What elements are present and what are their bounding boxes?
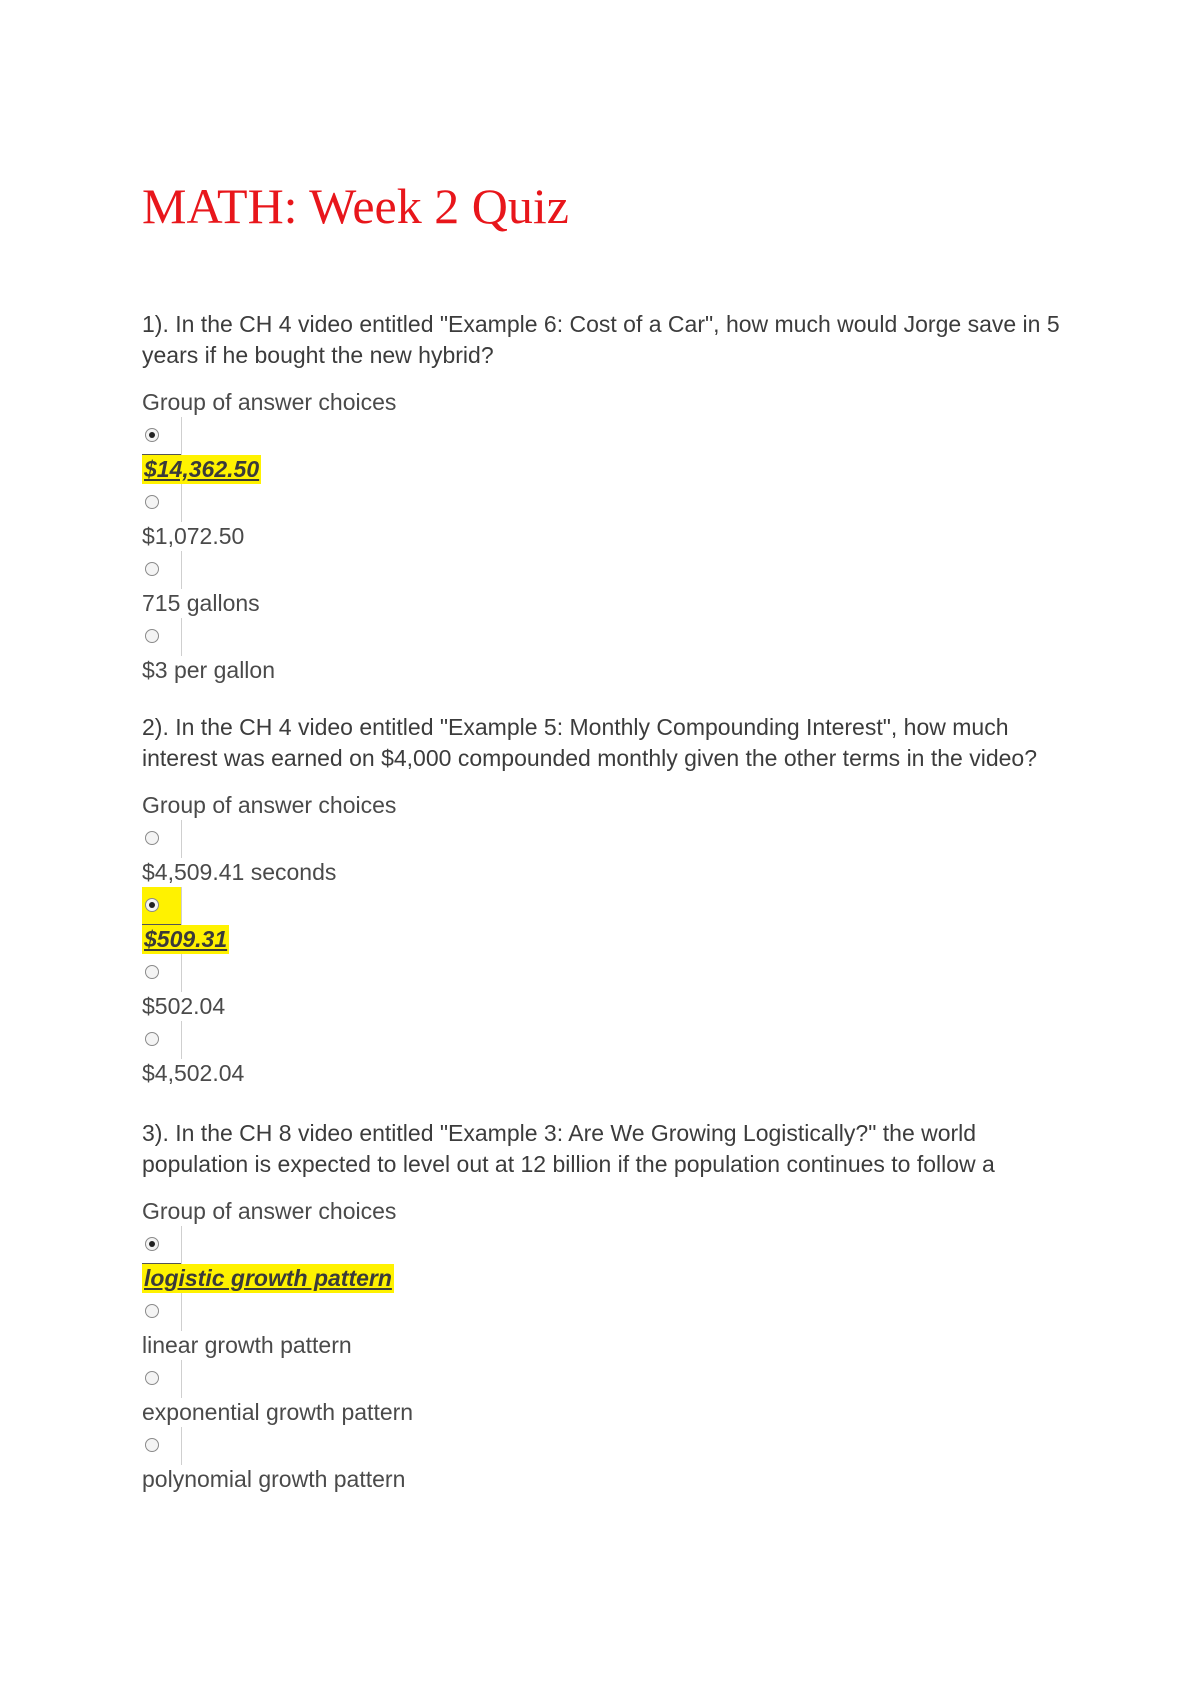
group-label: Group of answer choices — [142, 792, 397, 818]
question-text: 3). In the CH 8 video entitled "Example 3: Are We Growing Logistically?" the world population is expected to level out at 12 billion if the population continues to follow a — [142, 1120, 995, 1177]
radio-button-checked[interactable] — [145, 1237, 159, 1251]
question-3 — [142, 1118, 1082, 1494]
question-1 — [142, 309, 1082, 685]
answer-choice[interactable] — [142, 1360, 1082, 1427]
radio-button[interactable] — [145, 965, 159, 979]
page-title: MATH: Week 2 Quiz — [142, 178, 569, 234]
answer-label: $1,072.50 — [142, 523, 245, 549]
question-2 — [142, 712, 1082, 1088]
question-text: 1). In the CH 4 video entitled "Example 6: Cost of a Car", how much would Jorge save in 5 years if he bought the new hybrid? — [142, 311, 1060, 368]
answer-choice[interactable] — [142, 1293, 1082, 1360]
answer-choices — [142, 1226, 1082, 1494]
answer-choice[interactable] — [142, 1226, 1082, 1293]
answer-label: $509.31 — [144, 926, 228, 952]
radio-button-checked[interactable] — [145, 428, 159, 442]
answer-choice[interactable] — [142, 820, 1082, 887]
answer-label: logistic growth pattern — [144, 1265, 392, 1291]
answer-label: $4,509.41 seconds — [142, 859, 337, 885]
answer-label: $502.04 — [142, 993, 226, 1019]
radio-button[interactable] — [145, 1438, 159, 1452]
radio-button[interactable] — [145, 629, 159, 643]
radio-button[interactable] — [145, 1371, 159, 1385]
answer-choice[interactable] — [142, 1021, 1082, 1088]
answer-label: $14,362.50 — [144, 456, 260, 482]
answer-label: exponential growth pattern — [142, 1399, 414, 1425]
radio-button[interactable] — [145, 831, 159, 845]
group-label: Group of answer choices — [142, 389, 397, 415]
answer-choice[interactable] — [142, 618, 1082, 685]
answer-choice[interactable] — [142, 484, 1082, 551]
answer-choices — [142, 820, 1082, 1088]
answer-label: $4,502.04 — [142, 1060, 245, 1086]
answer-choice[interactable] — [142, 1427, 1082, 1494]
radio-button[interactable] — [145, 1032, 159, 1046]
radio-button[interactable] — [145, 495, 159, 509]
answer-choice[interactable] — [142, 887, 1082, 954]
answer-label: polynomial growth pattern — [142, 1466, 406, 1492]
answer-choice[interactable] — [142, 417, 1082, 484]
radio-button[interactable] — [145, 562, 159, 576]
answer-choice[interactable] — [142, 954, 1082, 1021]
answer-choices — [142, 417, 1082, 685]
answer-choice[interactable] — [142, 551, 1082, 618]
quiz-page — [142, 0, 1082, 1700]
answer-label: $3 per gallon — [142, 657, 275, 683]
question-text: 2). In the CH 4 video entitled "Example 5: Monthly Compounding Interest", how much interest was earned on $4,000 compounded monthly given the other terms in the video? — [142, 714, 1038, 771]
answer-label: 715 gallons — [142, 590, 260, 616]
group-label: Group of answer choices — [142, 1198, 397, 1224]
radio-button-checked[interactable] — [145, 898, 159, 912]
radio-button[interactable] — [145, 1304, 159, 1318]
answer-label: linear growth pattern — [142, 1332, 352, 1358]
